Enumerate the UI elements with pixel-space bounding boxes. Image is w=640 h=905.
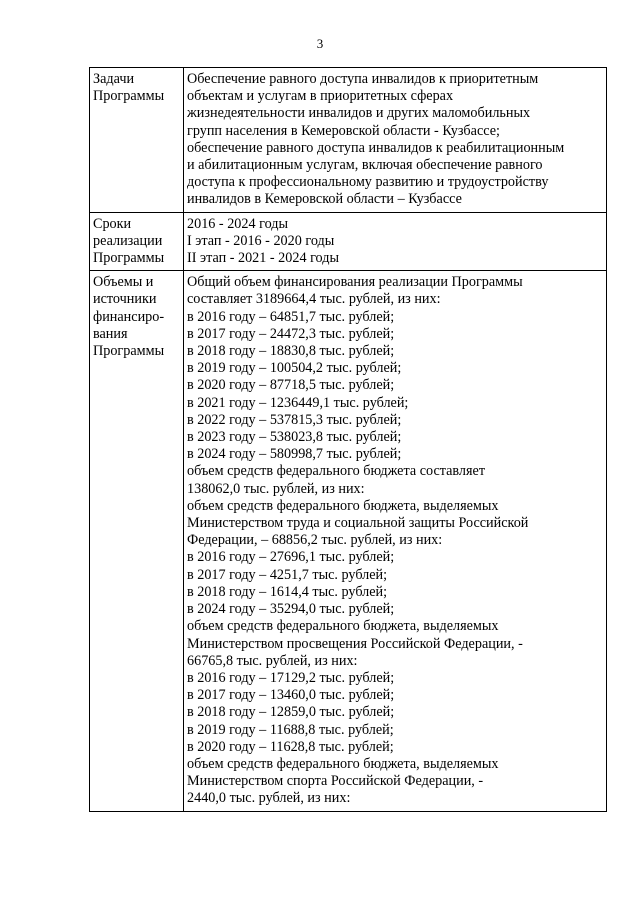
content-line: в 2020 году – 11628,8 тыс. рублей; xyxy=(187,738,394,755)
content-line: Министерством труда и социальной защиты Российской xyxy=(187,515,529,532)
content-line: и абилитационным услугам, включая обеспечение равного xyxy=(187,157,543,174)
row-content-timeline xyxy=(184,212,607,271)
table-row-tasks xyxy=(90,68,607,213)
label-line: Программы xyxy=(93,250,165,267)
content-line: Федерации, – 68856,2 тыс. рублей, из них: xyxy=(187,532,443,549)
content-line: 138062,0 тыс. рублей, из них: xyxy=(187,480,365,497)
row-label-funding xyxy=(90,271,184,811)
content-line: Общий объем финансирования реализации Программы xyxy=(187,274,523,291)
content-line: в 2020 году – 87718,5 тыс. рублей; xyxy=(187,377,395,394)
content-line: доступа к профессиональному развитию и трудоустройству xyxy=(187,174,549,191)
content-line: в 2017 году – 4251,7 тыс. рублей; xyxy=(187,566,388,583)
label-line: финансиро- xyxy=(93,308,165,325)
content-line: инвалидов в Кемеровской области – Кузбассе xyxy=(187,191,462,208)
content-line: в 2024 году – 35294,0 тыс. рублей; xyxy=(187,601,395,618)
content-line: в 2019 году – 11688,8 тыс. рублей; xyxy=(187,721,394,738)
program-passport-table xyxy=(89,67,607,812)
content-line: в 2017 году – 24472,3 тыс. рублей; xyxy=(187,325,395,342)
label-line: реализации xyxy=(93,232,163,249)
content-line: в 2016 году – 64851,7 тыс. рублей; xyxy=(187,308,395,325)
row-label-timeline xyxy=(90,212,184,271)
page-number: 3 xyxy=(316,36,324,51)
label-line: источники xyxy=(93,291,157,308)
content-line: в 2023 году – 538023,8 тыс. рублей; xyxy=(187,429,402,446)
label-line: Программы xyxy=(93,88,165,105)
content-line: в 2018 году – 12859,0 тыс. рублей; xyxy=(187,704,395,721)
content-line: в 2017 году – 13460,0 тыс. рублей; xyxy=(187,687,395,704)
content-line: в 2016 году – 27696,1 тыс. рублей; xyxy=(187,549,395,566)
row-content-tasks xyxy=(184,68,607,213)
content-line: Обеспечение равного доступа инвалидов к приоритетным xyxy=(187,71,539,87)
content-line: Министерством просвещения Российской Федерации, - xyxy=(187,635,523,652)
content-line: обеспечение равного доступа инвалидов к реабилитационным xyxy=(187,139,565,156)
label-line: Задачи xyxy=(93,71,135,87)
label-line: Сроки xyxy=(93,215,132,232)
content-line: объем средств федерального бюджета составляет xyxy=(187,463,486,480)
label-line: Программы xyxy=(93,343,165,360)
label-line: вания xyxy=(93,325,128,342)
content-line: 2016 - 2024 годы xyxy=(187,215,289,232)
content-line: 66765,8 тыс. рублей, из них: xyxy=(187,652,358,669)
content-line: объем средств федерального бюджета, выделяемых xyxy=(187,618,499,635)
label-line: Объемы и xyxy=(93,274,154,291)
row-content-funding xyxy=(184,271,607,811)
content-line: в 2016 году – 17129,2 тыс. рублей; xyxy=(187,669,395,686)
content-line: в 2021 году – 1236449,1 тыс. рублей; xyxy=(187,394,409,411)
content-line: объектам и услугам в приоритетных сферах xyxy=(187,88,454,105)
row-label-tasks xyxy=(90,68,184,213)
content-line: в 2019 году – 100504,2 тыс. рублей; xyxy=(187,360,402,377)
content-line: I этап - 2016 - 2020 годы xyxy=(187,232,335,249)
content-line: составляет 3189664,4 тыс. рублей, из них: xyxy=(187,291,441,308)
table-row-timeline xyxy=(90,212,607,271)
content-line: в 2024 году – 580998,7 тыс. рублей; xyxy=(187,446,402,463)
content-line: групп населения в Кемеровской области - Кузбассе; xyxy=(187,122,500,139)
table-row-funding xyxy=(90,271,607,811)
content-line: в 2018 году – 18830,8 тыс. рублей; xyxy=(187,343,395,360)
content-line: объем средств федерального бюджета, выделяемых xyxy=(187,755,499,772)
content-line: объем средств федерального бюджета, выделяемых xyxy=(187,497,499,514)
content-line: Министерством спорта Российской Федерации, - xyxy=(187,773,484,790)
content-line: 2440,0 тыс. рублей, из них: xyxy=(187,790,351,807)
content-line: в 2018 году – 1614,4 тыс. рублей; xyxy=(187,583,388,600)
content-line: II этап - 2021 - 2024 годы xyxy=(187,250,339,267)
content-line: жизнедеятельности инвалидов и других маломобильных xyxy=(187,105,531,122)
content-line: в 2022 году – 537815,3 тыс. рублей; xyxy=(187,411,402,428)
